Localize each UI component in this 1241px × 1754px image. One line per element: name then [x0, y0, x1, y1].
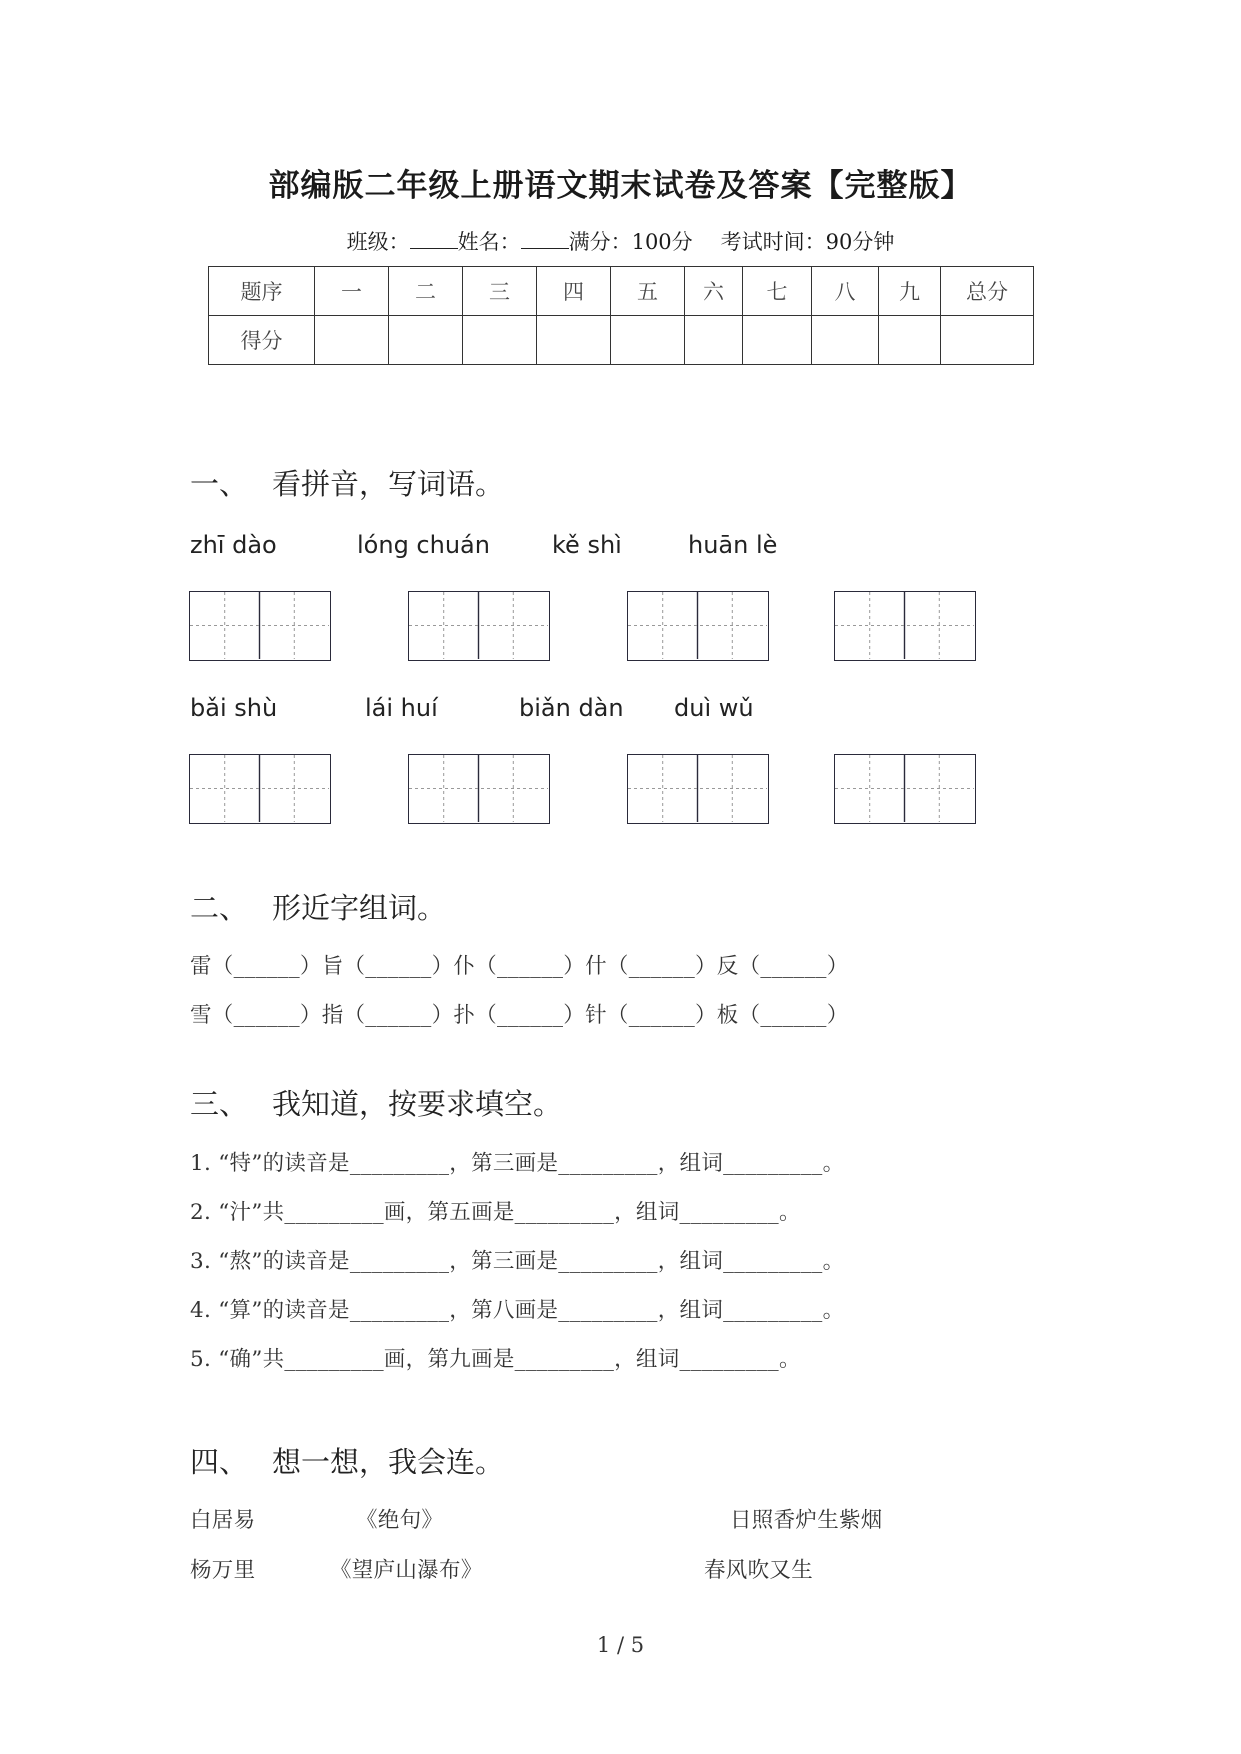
writing-grid[interactable]: [189, 591, 331, 661]
poem-line[interactable]: 春风吹又生: [704, 1558, 814, 1583]
section-number: 二、: [190, 891, 249, 925]
fill-item: 4. “算”的读音是_________，第八画是_________，组词_________。: [190, 1298, 845, 1323]
table-cell: 四: [537, 267, 611, 316]
full-score: 满分：100分: [568, 230, 693, 254]
table-cell: 五: [611, 267, 685, 316]
writing-grid[interactable]: [627, 591, 769, 661]
page-title: 部编版二年级上册语文期末试卷及答案【完整版】: [268, 168, 973, 204]
section-title: 看拼音，写词语。: [272, 467, 505, 501]
exercise-line: 雪（______）指（______）扑（______）针（______）板（______）: [190, 1003, 849, 1028]
pinyin-5: bǎi shù: [190, 694, 278, 722]
score-table-row: [209, 316, 1034, 365]
pinyin-1: zhī dào: [190, 531, 277, 559]
section-title: 形近字组词。: [272, 891, 447, 925]
writing-grid[interactable]: [627, 754, 769, 824]
poet-name[interactable]: 白居易: [190, 1508, 256, 1533]
score-cell[interactable]: [537, 316, 611, 365]
table-cell: 三: [463, 267, 537, 316]
writing-grid[interactable]: [408, 591, 550, 661]
score-cell[interactable]: [389, 316, 463, 365]
pinyin-6: lái huí: [365, 694, 438, 722]
score-cell[interactable]: [879, 316, 941, 365]
section-title: 我知道，按要求填空。: [272, 1087, 563, 1121]
section-3-heading: [190, 1082, 562, 1123]
poem-title[interactable]: 《望庐山瀑布》: [330, 1558, 483, 1583]
table-cell: 总分: [941, 267, 1034, 316]
score-cell[interactable]: [812, 316, 879, 365]
table-cell: 一: [315, 267, 389, 316]
table-cell: 七: [743, 267, 812, 316]
score-cell[interactable]: [611, 316, 685, 365]
section-number: 三、: [190, 1087, 249, 1121]
name-blank[interactable]: [521, 230, 569, 249]
table-cell: 六: [685, 267, 743, 316]
table-cell: 九: [879, 267, 941, 316]
fill-item: 2. “汁”共_________画，第五画是_________，组词_________。: [190, 1200, 801, 1225]
fill-item: 5. “确”共_________画，第九画是_________，组词_________。: [190, 1347, 801, 1372]
writing-grid[interactable]: [834, 591, 976, 661]
poet-name[interactable]: 杨万里: [190, 1558, 256, 1583]
poem-line[interactable]: 日照香炉生紫烟: [730, 1508, 883, 1533]
page-number: 1 / 5: [596, 1633, 645, 1657]
pinyin-4: huān lè: [688, 531, 778, 559]
score-cell[interactable]: [463, 316, 537, 365]
pinyin-7: biǎn dàn: [519, 694, 624, 722]
fill-item: 3. “熬”的读音是_________，第三画是_________，组词_________。: [190, 1249, 845, 1274]
score-table-header: [209, 267, 1034, 316]
exam-time: 考试时间：90分钟: [720, 230, 895, 254]
writing-grid[interactable]: [408, 754, 550, 824]
section-title: 想一想，我会连。: [272, 1445, 505, 1479]
exam-info: [0, 226, 1241, 256]
score-table: [208, 266, 1034, 365]
section-number: 四、: [190, 1445, 249, 1479]
table-cell: 得分: [209, 316, 315, 365]
exercise-line: 雷（______）旨（______）仆（______）什（______）反（______）: [190, 954, 849, 979]
poem-title[interactable]: 《绝句》: [356, 1508, 444, 1533]
table-cell: 二: [389, 267, 463, 316]
writing-grid[interactable]: [834, 754, 976, 824]
score-cell[interactable]: [941, 316, 1034, 365]
fill-item: 1. “特”的读音是_________，第三画是_________，组词_________。: [190, 1151, 845, 1176]
section-number: 一、: [190, 467, 249, 501]
table-cell: 题序: [209, 267, 315, 316]
score-cell[interactable]: [743, 316, 812, 365]
pinyin-2: lóng chuán: [357, 531, 490, 559]
pinyin-3: kě shì: [552, 531, 622, 559]
score-cell[interactable]: [685, 316, 743, 365]
pinyin-8: duì wǔ: [674, 694, 754, 722]
section-2-heading: [190, 886, 446, 927]
score-cell[interactable]: [315, 316, 389, 365]
name-label: 姓名：: [457, 230, 521, 254]
table-cell: 八: [812, 267, 879, 316]
class-label: 班级：: [346, 230, 410, 254]
class-blank[interactable]: [410, 230, 458, 249]
section-4-heading: [190, 1440, 504, 1481]
writing-grid[interactable]: [189, 754, 331, 824]
section-1-heading: [190, 462, 504, 503]
